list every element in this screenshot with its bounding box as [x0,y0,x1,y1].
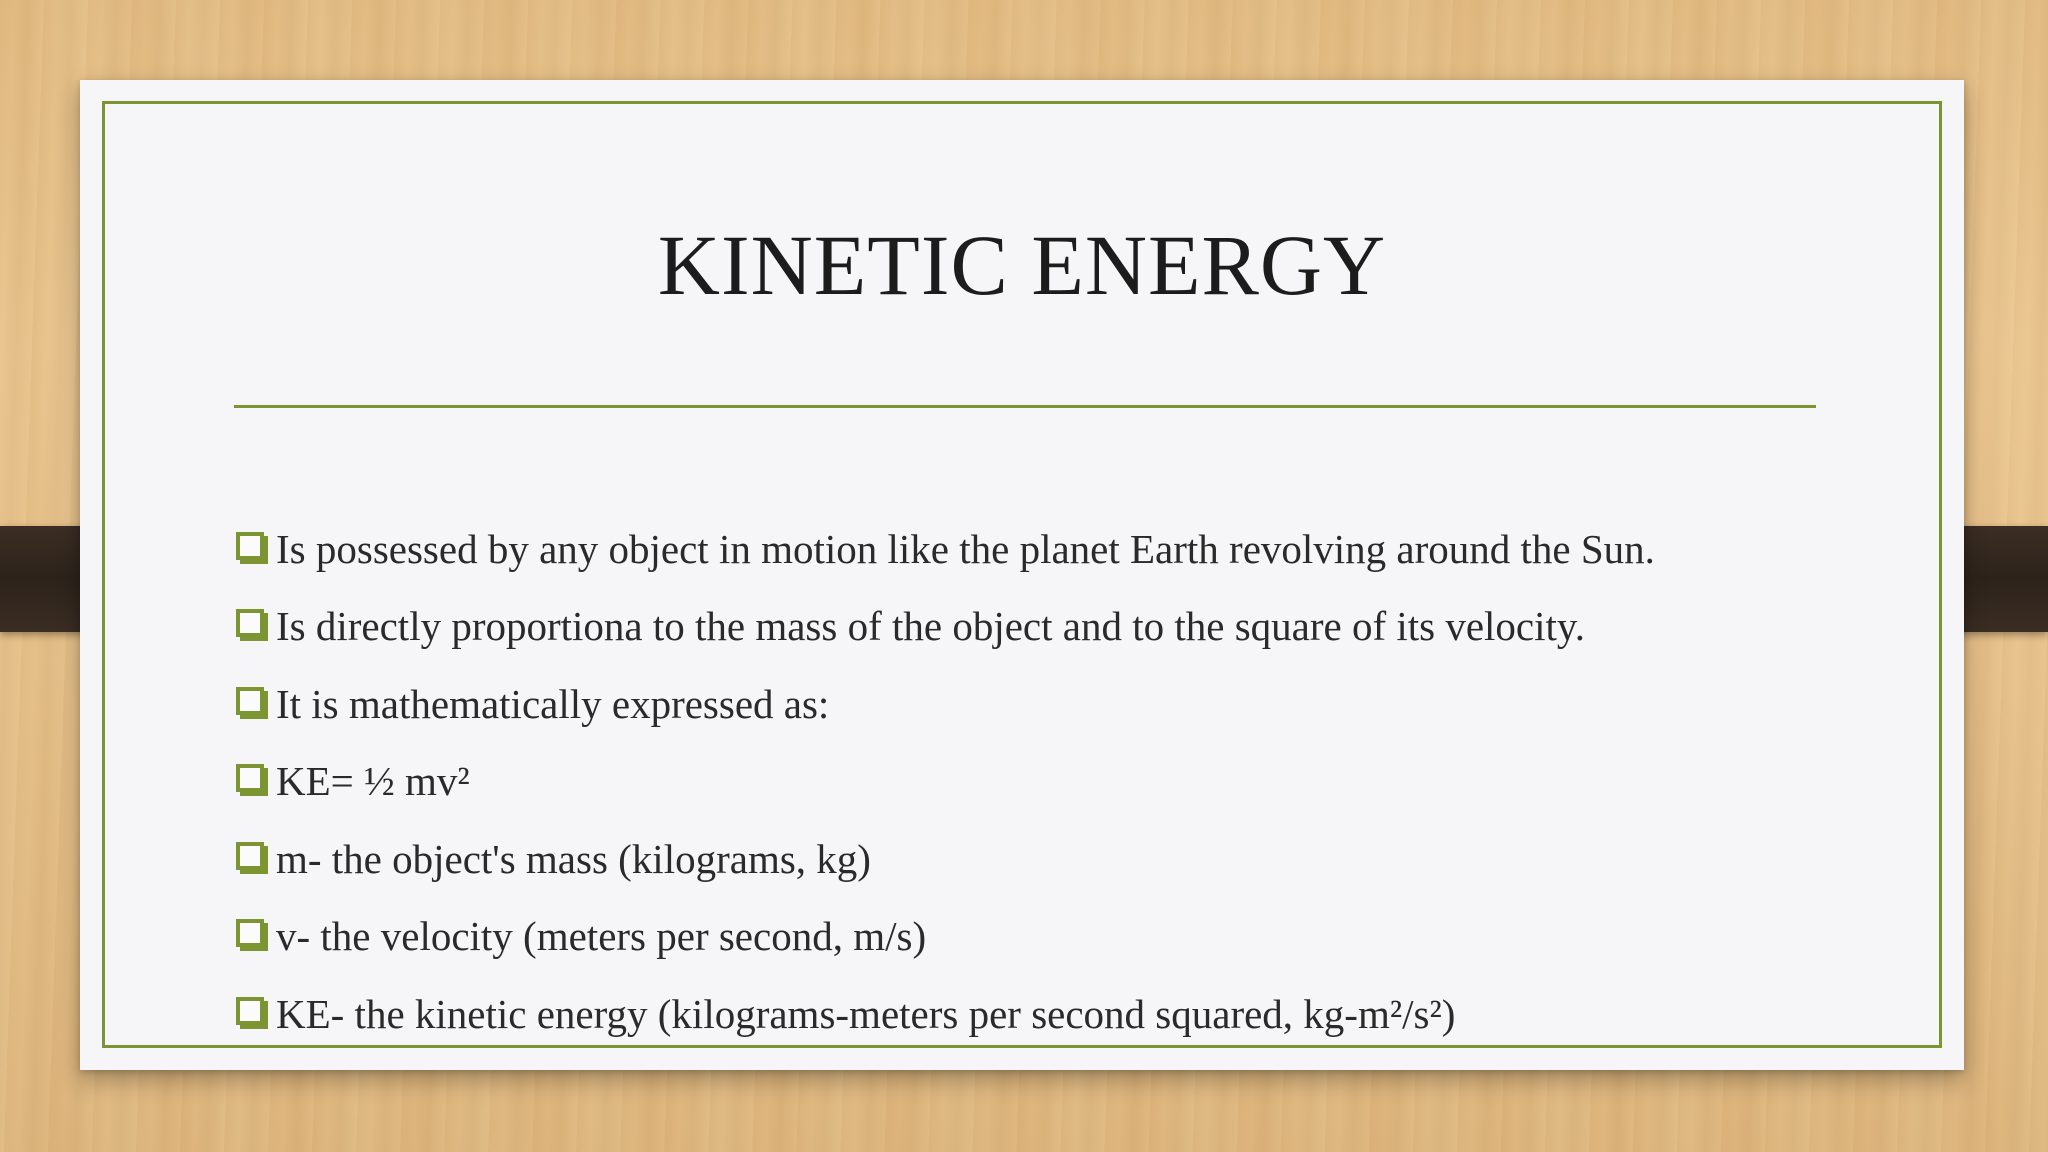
bullet-item [236,820,1655,898]
bullet-list [236,510,1655,1053]
bullet-text: Is directly proportiona to the mass of the object and to the square of its velocity. [276,603,1585,650]
bullet-item [236,743,1655,821]
checkbox-square-icon [236,687,264,715]
bullet-item [236,510,1655,588]
checkbox-square-icon [236,997,264,1025]
slide [80,80,1964,1070]
bullet-text: KE= ½ mv² [276,758,470,805]
bullet-text: m- the object's mass (kilograms, kg) [276,835,871,882]
bullet-text: Is possessed by any object in motion like the planet Earth revolving around the Sun. [276,525,1655,572]
checkbox-square-icon [236,919,264,947]
bullet-item [236,898,1655,976]
bullet-item [236,665,1655,743]
bullet-item [236,975,1655,1053]
checkbox-square-icon [236,532,264,560]
checkbox-square-icon [236,842,264,870]
checkbox-square-icon [236,609,264,637]
bullet-text: KE- the kinetic energy (kilograms-meters per second squared, kg-m²/s²) [276,990,1456,1037]
bullet-item [236,588,1655,666]
slide-title: KINETIC ENERGY [657,217,1387,313]
title-divider [234,405,1816,408]
bullet-text: It is mathematically expressed as: [276,680,830,727]
bullet-text: v- the velocity (meters per second, m/s) [276,913,927,960]
checkbox-square-icon [236,764,264,792]
